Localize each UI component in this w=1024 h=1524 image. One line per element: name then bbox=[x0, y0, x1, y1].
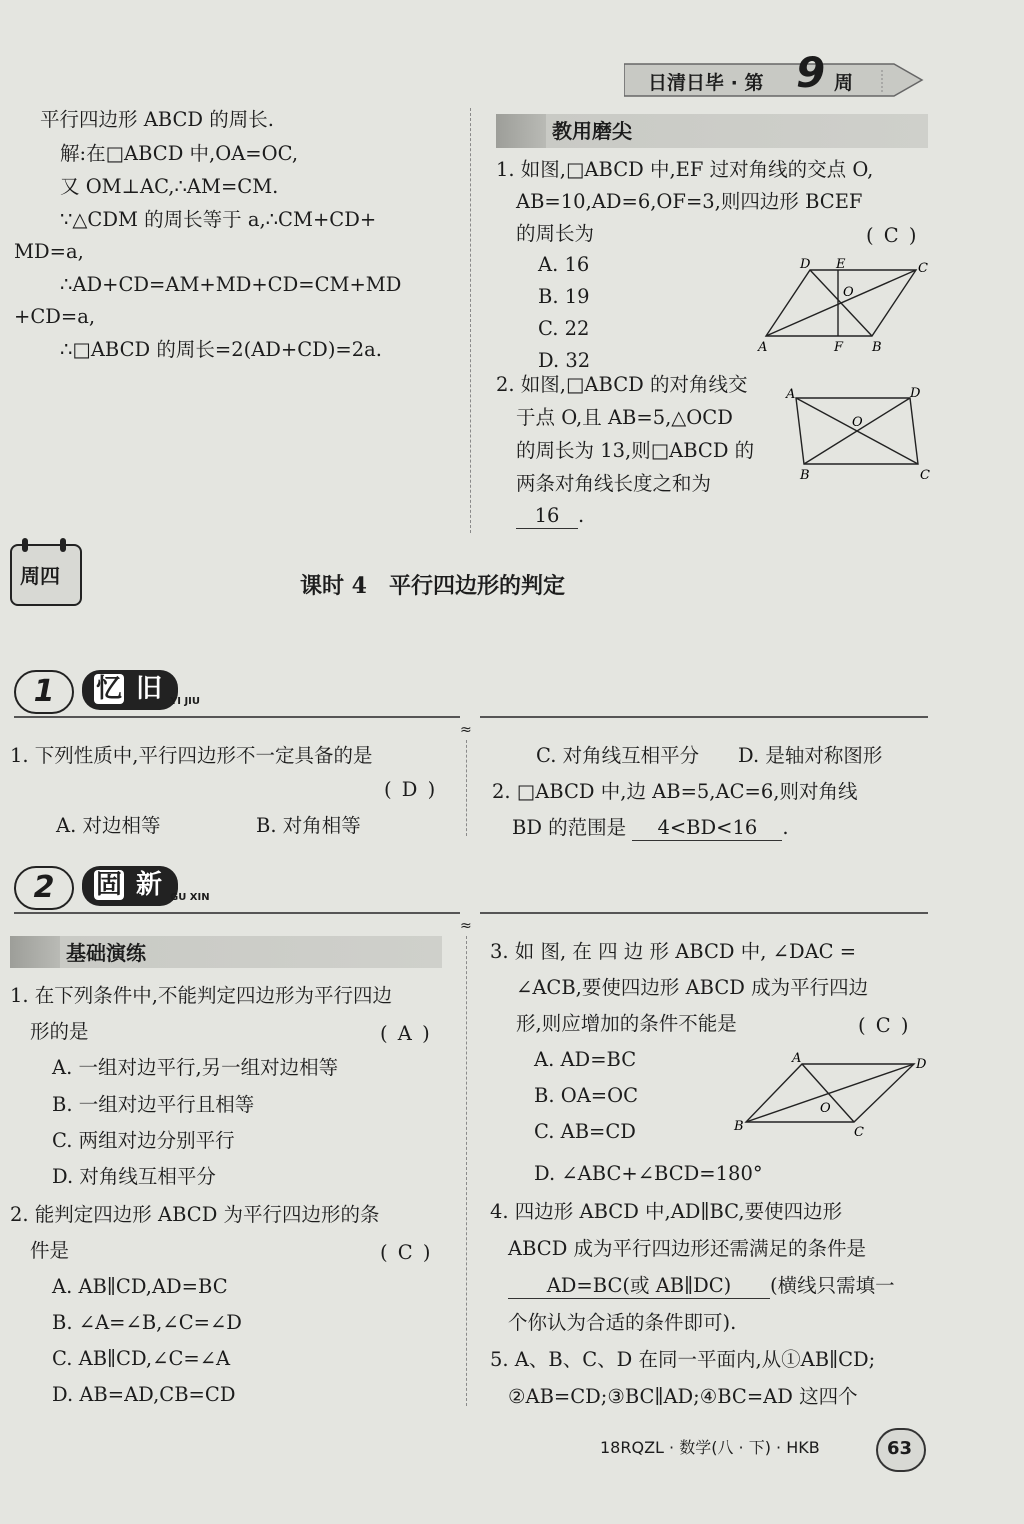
jy-q2-answer: 16 bbox=[516, 504, 578, 529]
header-week-tab bbox=[624, 48, 924, 98]
yj-q1-option-b: B. 对角相等 bbox=[256, 814, 361, 837]
fig3-label-c: C bbox=[854, 1125, 864, 1140]
rc-q4-answer-row bbox=[508, 1274, 895, 1299]
header-suffix: 周 bbox=[834, 72, 854, 94]
rc-q4-line: ABCD 成为平行四边形还需满足的条件是 bbox=[508, 1237, 867, 1260]
yj-q2-pre: BD 的范围是 bbox=[512, 816, 627, 839]
jc-q1-line: 形的是 bbox=[30, 1020, 89, 1043]
section1-number: 1 bbox=[14, 670, 74, 714]
rc-q5-line: ②AB=CD;③BC∥AD;④BC=AD 这四个 bbox=[508, 1385, 858, 1408]
fig2-label-c: C bbox=[920, 468, 930, 482]
column-divider-bottom bbox=[466, 936, 467, 1406]
page-number: 63 bbox=[887, 1438, 913, 1459]
page-number-badge bbox=[876, 1428, 926, 1472]
rc-q4-rest: (横线只需填一 bbox=[770, 1274, 895, 1297]
jc-q2-option: C. AB∥CD,∠C=∠A bbox=[52, 1347, 231, 1370]
rc-q3-line: ∠ACB,要使四边形 ABCD 成为平行四边 bbox=[516, 976, 869, 999]
fig3-label-a: A bbox=[792, 1051, 802, 1066]
fig1-label-b: B bbox=[872, 340, 882, 355]
jc-q1-option: C. 两组对边分别平行 bbox=[52, 1129, 235, 1152]
jy-q1-option: D. 32 bbox=[538, 349, 591, 372]
fig1-label-a: A bbox=[758, 340, 768, 355]
yj-q1-line: 1. 下列性质中,平行四边形不一定具备的是 bbox=[10, 744, 373, 767]
solution-line: MD=a, bbox=[14, 240, 84, 263]
section2-char1: 固 bbox=[96, 870, 123, 900]
rc-q3-option: B. OA=OC bbox=[534, 1084, 639, 1107]
rc-q5-line: 5. A、B、C、D 在同一平面内,从①AB∥CD; bbox=[490, 1348, 876, 1371]
fig3-label-b: B bbox=[734, 1119, 744, 1134]
section1-char2: 旧 bbox=[136, 674, 163, 704]
jy-q1-option: C. 22 bbox=[538, 317, 590, 340]
jy-q1-option: B. 19 bbox=[538, 285, 590, 308]
fig3-label-o: O bbox=[820, 1101, 831, 1116]
section1-badge bbox=[82, 670, 178, 710]
jy-q1-option: A. 16 bbox=[538, 253, 590, 276]
section1-rule-ornament: ≈ bbox=[460, 722, 472, 738]
jy-q2-end: . bbox=[578, 504, 585, 527]
column-divider-top bbox=[470, 108, 471, 533]
jc-q2-option: B. ∠A=∠B,∠C=∠D bbox=[52, 1311, 242, 1334]
jy-q2-line: 的周长为 13,则□ABCD 的 bbox=[516, 439, 755, 462]
yj-q2-line: 2. □ABCD 中,边 AB=5,AC=6,则对角线 bbox=[492, 780, 858, 803]
yj-q1-option-d: D. 是轴对称图形 bbox=[738, 744, 883, 767]
rc-q3-option: C. AB=CD bbox=[534, 1120, 636, 1143]
solution-line: ∵△CDM 的周长等于 a,∴CM+CD+ bbox=[60, 208, 377, 231]
section2-number: 2 bbox=[14, 866, 74, 910]
figure-parallelogram-acb bbox=[730, 1050, 930, 1140]
yj-q2-answer-row bbox=[512, 816, 789, 841]
yj-q2-answer: 4<BD<16 bbox=[632, 816, 782, 841]
section1-pinyin: YI JIU bbox=[170, 696, 201, 707]
jy-q1-answer: ( C ) bbox=[866, 224, 919, 247]
section2-pinyin: GU XIN bbox=[170, 892, 210, 903]
jc-q1-option: D. 对角线互相平分 bbox=[52, 1165, 216, 1188]
jy-q1-line: AB=10,AD=6,OF=3,则四边形 BCEF bbox=[516, 190, 863, 213]
jy-q2-line: 两条对角线长度之和为 bbox=[516, 472, 712, 495]
jc-q1-option: B. 一组对边平行且相等 bbox=[52, 1093, 255, 1116]
jc-q1-option: A. 一组对边平行,另一组对边相等 bbox=[52, 1056, 339, 1079]
section2-rule-left bbox=[14, 912, 460, 914]
solution-line: 平行四边形 ABCD 的周长. bbox=[40, 108, 274, 131]
figure-parallelogram-diagonals bbox=[782, 382, 932, 482]
column-divider-mid bbox=[466, 740, 467, 836]
rc-q4-answer: AD=BC(或 AB∥DC) bbox=[508, 1274, 770, 1299]
yj-q1-answer: ( D ) bbox=[384, 778, 438, 801]
yj-q2-end: . bbox=[782, 816, 789, 839]
jichu-heading bbox=[10, 936, 442, 968]
jichu-title: 基础演练 bbox=[66, 941, 146, 965]
fig3-label-d: D bbox=[916, 1057, 927, 1072]
rc-q3-line: 形,则应增加的条件不能是 bbox=[516, 1012, 737, 1035]
header-week-num: 9 bbox=[796, 48, 826, 97]
header-prefix: 日清日毕 · 第 bbox=[648, 72, 764, 94]
footer-text: 18RQZL · 数学(八 · 下) · HKB bbox=[600, 1438, 820, 1457]
fig1-label-o: O bbox=[843, 285, 854, 300]
fig2-label-a: A bbox=[786, 387, 796, 402]
fig2-label-b: B bbox=[800, 468, 810, 482]
figure-parallelogram-ef bbox=[754, 256, 934, 356]
fig2-label-o: O bbox=[852, 415, 863, 430]
solution-line: ∴□ABCD 的周长=2(AD+CD)=2a. bbox=[60, 338, 382, 361]
section2-badge bbox=[82, 866, 178, 906]
jiaoyong-heading bbox=[496, 114, 928, 148]
section1-char1: 忆 bbox=[96, 674, 123, 704]
fig2-label-d: D bbox=[910, 386, 921, 401]
rc-q3-option: D. ∠ABC+∠BCD=180° bbox=[534, 1162, 763, 1185]
solution-line: 又 OM⊥AC,∴AM=CM. bbox=[60, 175, 279, 198]
section1-rule-left bbox=[14, 716, 460, 718]
rc-q3-line: 3. 如 图, 在 四 边 形 ABCD 中, ∠DAC = bbox=[490, 940, 857, 963]
fig1-label-d: D bbox=[800, 257, 811, 272]
jc-q2-option: D. AB=AD,CB=CD bbox=[52, 1383, 236, 1406]
rc-q4-line: 4. 四边形 ABCD 中,AD∥BC,要使四边形 bbox=[490, 1200, 843, 1223]
jy-q1-line: 的周长为 bbox=[516, 222, 595, 245]
rc-q4-line: 个你认为合适的条件即可). bbox=[508, 1311, 737, 1334]
rc-q3-option: A. AD=BC bbox=[534, 1048, 637, 1071]
day-badge-label: 周四 bbox=[20, 564, 60, 588]
jc-q2-line: 件是 bbox=[30, 1239, 70, 1262]
solution-line: 解:在□ABCD 中,OA=OC, bbox=[60, 142, 299, 165]
section2-rule-right bbox=[480, 912, 928, 914]
rc-q3-answer: ( C ) bbox=[858, 1014, 911, 1037]
fig1-label-c: C bbox=[918, 261, 928, 276]
section2-rule-ornament: ≈ bbox=[460, 918, 472, 934]
jc-q1-line: 1. 在下列条件中,不能判定四边形为平行四边 bbox=[10, 984, 393, 1007]
solution-line: ∴AD+CD=AM+MD+CD=CM+MD bbox=[60, 273, 402, 296]
jy-q2-line: 于点 O,且 AB=5,△OCD bbox=[516, 406, 733, 429]
yj-q1-option-c: C. 对角线互相平分 bbox=[536, 744, 700, 767]
yj-q1-option-a: A. 对边相等 bbox=[56, 814, 161, 837]
jy-q2-answer-row bbox=[516, 504, 584, 529]
fig1-label-f: F bbox=[834, 340, 844, 355]
section1-rule-right bbox=[480, 716, 928, 718]
solution-line: +CD=a, bbox=[14, 305, 96, 328]
jy-q1-line: 1. 如图,□ABCD 中,EF 过对角线的交点 O, bbox=[496, 158, 874, 181]
fig1-label-e: E bbox=[836, 257, 846, 272]
jc-q1-answer: ( A ) bbox=[380, 1022, 432, 1045]
jc-q2-option: A. AB∥CD,AD=BC bbox=[52, 1275, 228, 1298]
jiaoyong-title: 教用磨尖 bbox=[552, 119, 632, 143]
day-badge bbox=[10, 538, 80, 604]
lesson-title: 课时 4 平行四边形的判定 bbox=[300, 573, 565, 599]
section2-char2: 新 bbox=[136, 870, 163, 900]
jy-q2-line: 2. 如图,□ABCD 的对角线交 bbox=[496, 373, 748, 396]
jc-q2-line: 2. 能判定四边形 ABCD 为平行四边形的条 bbox=[10, 1203, 380, 1226]
jc-q2-answer: ( C ) bbox=[380, 1241, 433, 1264]
